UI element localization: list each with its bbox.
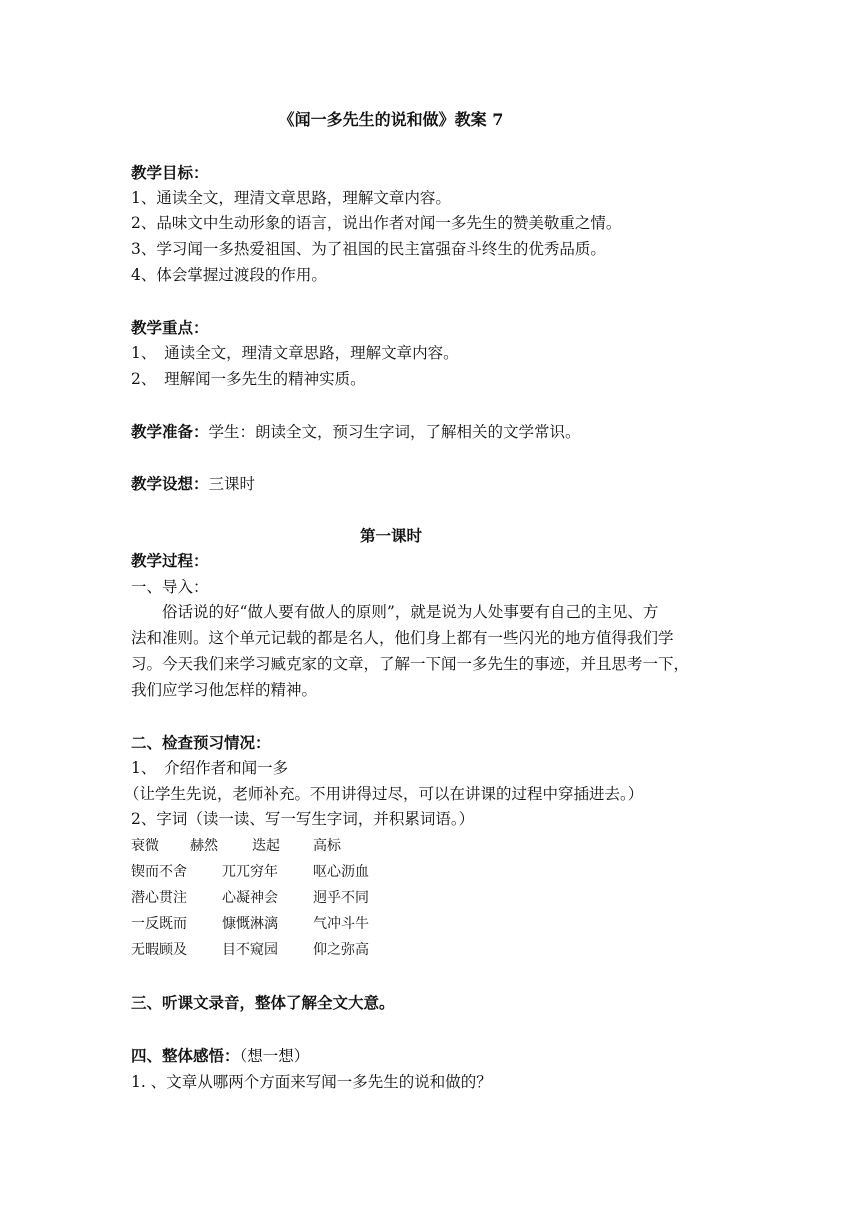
key-point-item: 2、 理解闻一多先生的精神实质。 [131, 370, 366, 388]
vocab-word: 呕心沥血 [313, 864, 369, 880]
intro-paragraph-line: 法和准则。这个单元记载的都是名人，他们身上都有一些闪光的地方值得我们学 [131, 629, 674, 647]
design-text: 三课时 [208, 475, 256, 493]
vocab-word: 一反既而 [131, 916, 187, 932]
vocab-word: 慷慨淋漓 [222, 916, 278, 932]
intro-paragraph-line: 俗话说的好“做人要有做人的原则”，就是说为人处事要有自己的主见、方 [162, 603, 659, 621]
objective-item: 4、体会掌握过渡段的作用。 [131, 266, 327, 284]
intro-paragraph-line: 我们应学习他怎样的精神。 [131, 681, 318, 699]
preparation-text: 学生：朗读全文，预习生字词，了解相关的文学常识。 [208, 423, 581, 441]
key-point-item: 1、 通读全文，理清文章思路，理解文章内容。 [131, 344, 459, 362]
overall-note: （想一想） [239, 1047, 310, 1065]
vocab-word: 衰微 [131, 838, 159, 854]
objective-item: 1、通读全文，理清文章思路，理解文章内容。 [131, 189, 451, 207]
vocab-word: 迭起 [252, 838, 280, 854]
question-item: 1. 、文章从哪两个方面来写闻一多先生的说和做的？ [131, 1073, 492, 1091]
overall-line [131, 1046, 741, 1066]
check-note: （让学生先说，老师补充。不用讲得过尽，可以在讲课的过程中穿插进去。） [124, 785, 644, 803]
vocab-word: 迥乎不同 [313, 890, 369, 906]
check-heading: 二、检查预习情况： [131, 733, 271, 752]
vocab-word: 高标 [313, 838, 341, 854]
preparation-heading: 教学准备： [131, 422, 209, 441]
vocab-word: 赫然 [190, 838, 218, 854]
key-points-heading: 教学重点： [131, 318, 209, 337]
design-heading: 教学设想： [131, 474, 209, 493]
vocab-word: 心凝神会 [222, 890, 278, 906]
design-line [131, 474, 741, 494]
preparation-line [131, 422, 741, 442]
process-heading: 教学过程： [131, 551, 209, 570]
check-item: 1、 介绍作者和闻一多 [131, 759, 289, 777]
overall-heading: 四、整体感悟： [131, 1046, 240, 1065]
intro-heading: 一、导入： [131, 578, 209, 596]
objectives-heading: 教学目标： [131, 163, 209, 182]
listen-heading: 三、听课文录音，整体了解全文大意。 [131, 993, 395, 1012]
objective-item: 3、学习闻一多热爱祖国、为了祖国的民主富强奋斗终生的优秀品质。 [131, 240, 606, 258]
vocab-word: 目不窥园 [222, 942, 278, 958]
vocab-word: 潜心贯注 [131, 890, 187, 906]
document-title: 《闻一多先生的说和做》教案 7 [278, 110, 504, 129]
vocab-word: 无暇顾及 [131, 942, 187, 958]
vocab-word: 兀兀穷年 [222, 864, 278, 880]
intro-paragraph-line: 习。今天我们来学习臧克家的文章，了解一下闻一多先生的事迹，并且思考一下， [131, 655, 690, 673]
vocab-word: 仰之弥高 [313, 942, 369, 958]
check-item: 2、字词（读一读、写一写生字词，并积累词语。） [131, 810, 475, 828]
vocab-word: 气冲斗牛 [313, 916, 369, 932]
lesson-heading: 第一课时 [359, 526, 422, 545]
vocab-word: 锲而不舍 [131, 864, 187, 880]
objective-item: 2、品味文中生动形象的语言，说出作者对闻一多先生的赞美敬重之情。 [131, 214, 622, 232]
